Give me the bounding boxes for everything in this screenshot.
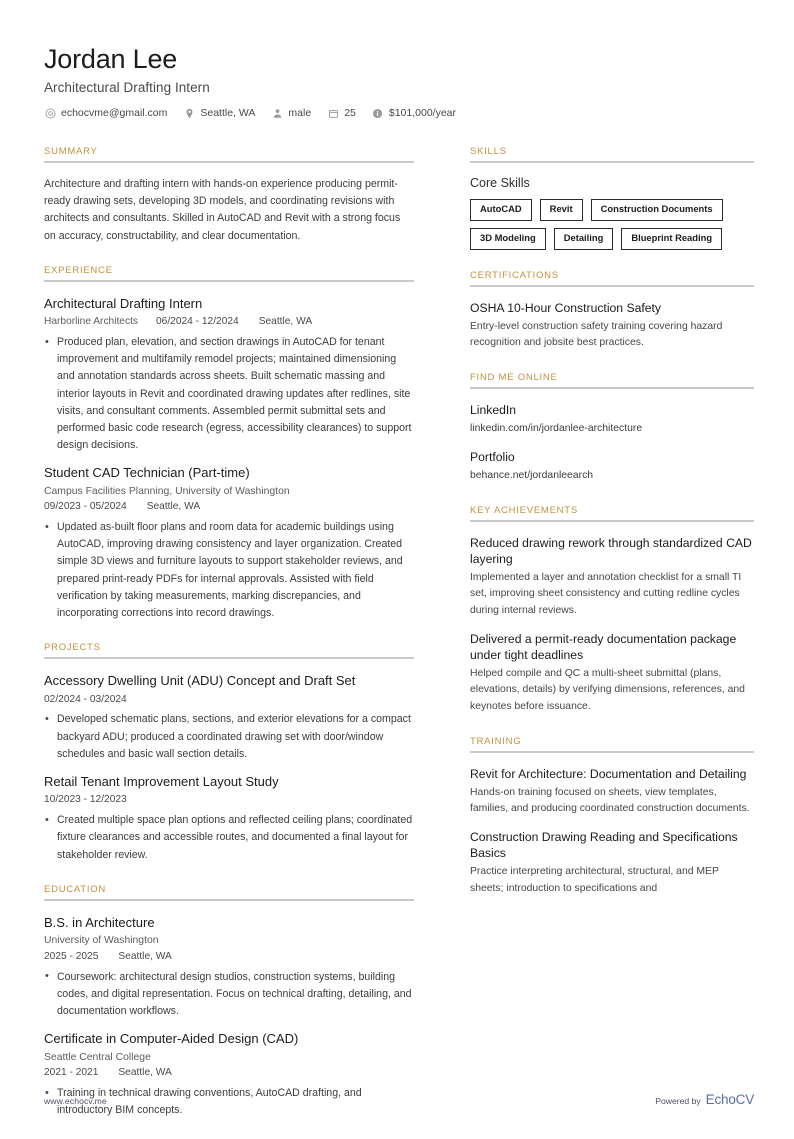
footer-powered-by-label: Powered by <box>655 1096 701 1106</box>
section-divider <box>470 387 754 389</box>
section-heading-experience: EXPERIENCE <box>44 264 113 276</box>
calendar-icon <box>327 107 339 119</box>
skill-chip[interactable]: AutoCAD <box>470 199 532 221</box>
contact-value: echocvme@gmail.com <box>61 107 168 120</box>
education-dates: 2021 - 2021 <box>44 1067 99 1079</box>
experience-job-title: Architectural Drafting Intern <box>44 295 203 311</box>
section-divider <box>44 280 414 282</box>
bullet-item: • Developed schematic plans, sections, and exterior elevations for a compact backyard ADU; produced a coordinated drawing set with door/window schedules and basic wall section details. <box>44 711 414 762</box>
project-meta <box>44 792 414 808</box>
education-institution: Seattle Central College <box>44 1051 151 1063</box>
experience-location: Seattle, WA <box>258 316 313 328</box>
project-title: Accessory Dwelling Unit (ADU) Concept and Draft Set <box>44 673 356 689</box>
online-profile-url[interactable]: linkedin.com/in/jordanlee-architecture <box>470 423 643 435</box>
section-heading-training: TRAINING <box>470 735 522 747</box>
section-heading-summary: SUMMARY <box>44 146 98 158</box>
achievement-description: Implemented a layer and annotation checklist for a small TI set, improving sheet consistency and cutting redline cycles during internal reviews. <box>470 571 742 616</box>
section-summary <box>44 146 414 245</box>
section-heading-projects: PROJECTS <box>44 642 101 654</box>
resume-columns <box>44 146 754 1139</box>
person-icon <box>271 107 283 119</box>
training-list <box>470 766 754 898</box>
education-entry <box>44 914 414 1020</box>
page-footer <box>44 1092 754 1107</box>
certification-title: OSHA 10-Hour Construction Safety <box>470 300 662 315</box>
education-meta <box>44 949 414 965</box>
achievement-entry <box>470 631 754 716</box>
section-divider <box>470 520 754 522</box>
training-title: Construction Drawing Reading and Specifications Basics <box>470 830 738 861</box>
email-icon <box>44 107 56 119</box>
experience-job-title: Student CAD Technician (Part-time) <box>44 465 250 481</box>
skill-chip[interactable]: 3D Modeling <box>470 228 546 250</box>
projects-list <box>44 672 414 864</box>
online-profile-list <box>470 402 754 484</box>
section-heading-skills: SKILLS <box>470 146 507 158</box>
section-divider <box>470 285 754 287</box>
footer-brand-logo: EchoCV <box>705 1092 754 1107</box>
contact-item <box>372 107 456 119</box>
education-dates: 2025 - 2025 <box>44 950 99 962</box>
experience-list <box>44 295 414 622</box>
achievement-entry <box>470 535 754 620</box>
footer-branding <box>655 1092 754 1107</box>
experience-dates: 09/2023 - 05/2024 <box>44 501 127 513</box>
project-meta <box>44 692 414 708</box>
experience-meta <box>44 499 414 515</box>
section-divider <box>470 751 754 753</box>
experience-entry <box>44 295 414 454</box>
section-heading-find-me-online: FIND ME ONLINE <box>470 372 558 384</box>
bullet-item: • Produced plan, elevation, and section drawings in AutoCAD for tenant improvement and multifamily remodel projects; maintained dimensioning and annotation standards across sheets. Built schematic massing and interior layouts in Revit and coordinated drawing updates after redlines, site visits, and consultant comments. Assembled permit submittal sets and performed basic code research (egress, accessibility clearances) to support design decisions. <box>44 334 414 454</box>
section-certifications <box>470 270 754 352</box>
resume-header <box>44 44 754 119</box>
skill-chip-list <box>470 199 754 250</box>
certification-description: Entry-level construction safety training covering hazard recognition and jobsite best practices. <box>470 320 723 349</box>
section-projects <box>44 642 414 864</box>
section-divider <box>44 657 414 659</box>
achievement-title: Delivered a permit-ready documentation package under tight deadlines <box>470 631 737 662</box>
skill-chip[interactable]: Revit <box>540 199 583 221</box>
salary-icon <box>372 107 384 119</box>
online-profile-entry <box>470 402 754 438</box>
education-degree: Certificate in Computer-Aided Design (CAD) <box>44 1031 299 1047</box>
online-profile-label: LinkedIn <box>470 403 517 418</box>
candidate-name: Jordan Lee <box>44 44 178 74</box>
section-heading-certifications: CERTIFICATIONS <box>470 269 559 281</box>
project-entry <box>44 773 414 864</box>
achievements-list <box>470 535 754 716</box>
project-entry <box>44 672 414 763</box>
contact-item <box>271 107 311 119</box>
contact-item <box>327 107 356 119</box>
contact-value: male <box>288 107 312 120</box>
achievement-title: Reduced drawing rework through standardized CAD layering <box>470 535 752 566</box>
project-title: Retail Tenant Improvement Layout Study <box>44 773 279 789</box>
candidate-job-title: Architectural Drafting Intern <box>44 80 210 96</box>
location-icon <box>183 107 195 119</box>
bullet-item: • Created multiple space plan options and reflected ceiling plans; coordinated fixture clearances and accessible routes, and documented a final layout for stakeholder review. <box>44 812 414 863</box>
experience-location: Seattle, WA <box>146 501 201 513</box>
section-heading-education: EDUCATION <box>44 883 106 895</box>
training-entry <box>470 766 754 818</box>
contact-item <box>44 107 167 119</box>
education-degree: B.S. in Architecture <box>44 914 155 930</box>
education-location: Seattle, WA <box>118 950 172 962</box>
contact-value: Seattle, WA <box>200 107 256 120</box>
training-entry <box>470 829 754 897</box>
bullet-item: • Updated as-built floor plans and room data for academic buildings using AutoCAD, improving drawing consistency and layer organization. Created simple 3D views and furniture layouts to support stakeholder reviews, and prepared print-ready PDFs for internal approvals. Assisted with field verification by taking measurements, marking discrepancies, and incorporating corrections into record drawings. <box>44 519 414 622</box>
bullet-list <box>44 334 414 454</box>
training-description: Practice interpreting architectural, structural, and MEP sheets; introduction to specifications and <box>470 866 719 894</box>
online-profile-label: Portfolio <box>470 449 515 464</box>
experience-meta <box>44 314 414 330</box>
skill-chip[interactable]: Detailing <box>554 228 614 250</box>
skill-chip[interactable]: Blueprint Reading <box>621 228 722 250</box>
certifications-list <box>470 300 754 352</box>
section-key-achievements <box>470 505 754 716</box>
project-dates: 10/2023 - 12/2023 <box>44 794 127 806</box>
project-dates: 02/2024 - 03/2024 <box>44 693 127 705</box>
contact-bar <box>44 107 754 119</box>
bullet-list <box>44 711 414 762</box>
training-description: Hands-on training focused on sheets, view templates, families, and producing coordinated construction documents. <box>470 786 750 815</box>
section-training <box>470 736 754 898</box>
skills-group-label: Core Skills <box>470 176 530 191</box>
footer-site-url[interactable]: www.echocv.me <box>44 1096 107 1106</box>
summary-text: Architecture and drafting intern with hands-on experience producing permit-ready drawing sets, developing 3D models, and coordinating revisions with architects and consultants. Skilled in AutoCAD and Revit with a strong focus on accuracy, constructability, and clear documentation. <box>44 178 401 242</box>
achievement-description: Helped compile and QC a multi-sheet submittal (plans, elevations, details) by verifying dimensions, references, and keynotes before issuance. <box>470 667 745 713</box>
bullet-list <box>44 812 414 863</box>
education-meta <box>44 1065 414 1081</box>
experience-dates: 06/2024 - 12/2024 <box>156 316 239 328</box>
section-heading-key-achievements: KEY ACHIEVEMENTS <box>470 504 578 516</box>
section-divider <box>44 899 414 901</box>
contact-value: $101,000/year <box>388 107 457 120</box>
experience-organization: Campus Facilities Planning, University of Washington <box>44 485 290 497</box>
bullet-list <box>44 519 414 622</box>
bullet-item: • Coursework: architectural design studios, construction systems, building codes, and digital representation. Focus on technical drafting, detailing, and documentation workflows. <box>44 969 414 1020</box>
section-experience <box>44 265 414 622</box>
online-profile-url[interactable]: behance.net/jordanleearch <box>470 469 594 481</box>
section-divider <box>470 161 754 163</box>
section-find-me-online <box>470 372 754 484</box>
skill-chip[interactable]: Construction Documents <box>591 199 723 221</box>
education-list <box>44 914 414 1120</box>
training-title: Revit for Architecture: Documentation and Detailing <box>470 766 747 781</box>
right-column <box>470 146 754 918</box>
bullet-list <box>44 969 414 1020</box>
education-location: Seattle, WA <box>118 1067 172 1079</box>
section-skills <box>470 146 754 250</box>
contact-item <box>183 107 255 119</box>
online-profile-entry <box>470 449 754 485</box>
education-institution: University of Washington <box>44 935 159 947</box>
experience-organization: Harborline Architects <box>44 316 138 328</box>
experience-entry <box>44 464 414 622</box>
bullet-item: • Training in technical drawing conventions, AutoCAD drafting, and introductory BIM concepts. <box>44 1085 414 1119</box>
left-column <box>44 146 414 1139</box>
certification-entry <box>470 300 754 352</box>
contact-value: 25 <box>344 107 356 120</box>
section-divider <box>44 161 414 163</box>
section-education <box>44 884 414 1120</box>
